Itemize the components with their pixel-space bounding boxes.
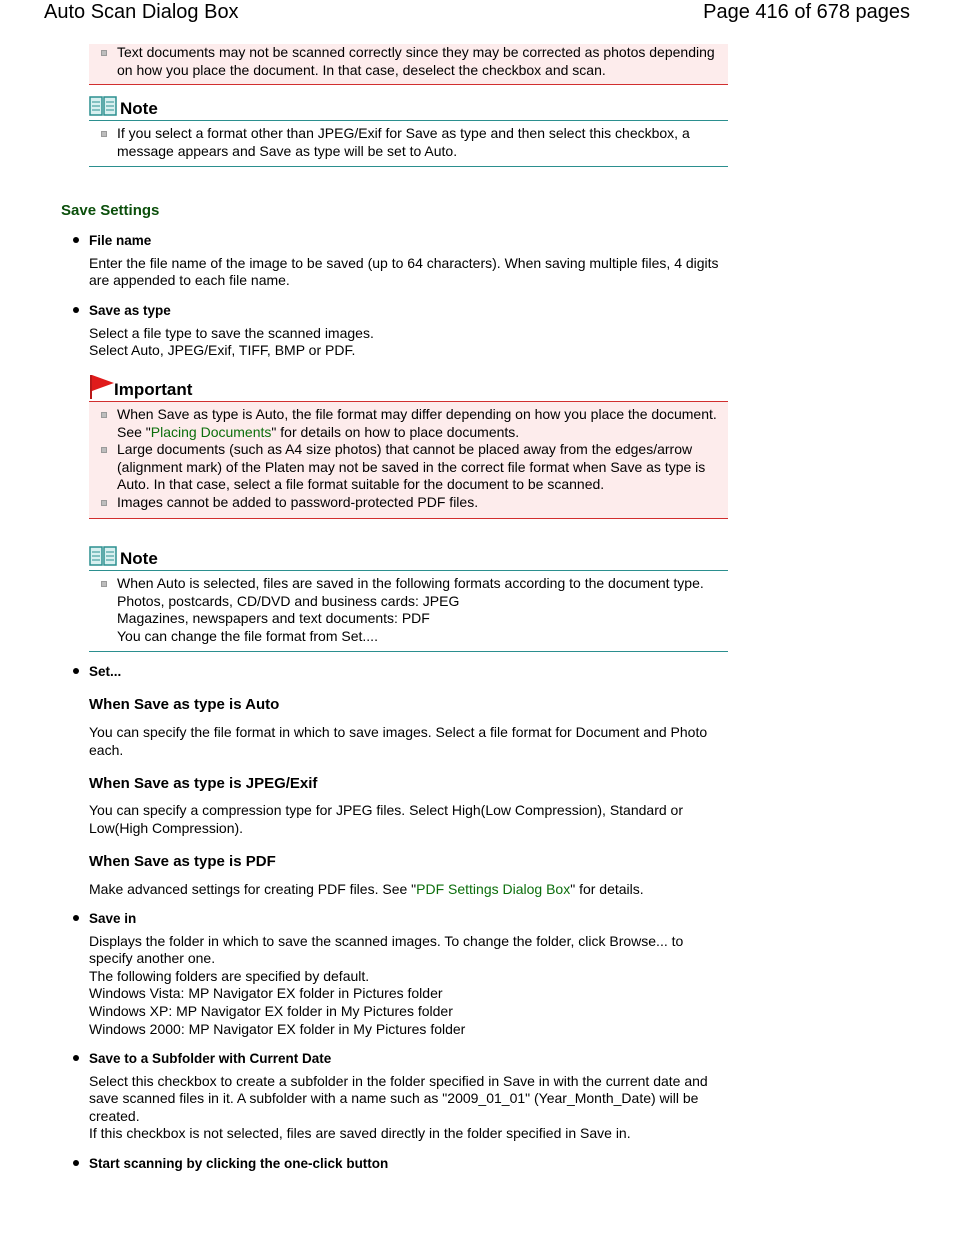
subheading-jpeg: When Save as type is JPEG/Exif (89, 775, 318, 792)
section-heading: Save Settings (61, 202, 160, 219)
setting-subfolder (89, 1050, 725, 1143)
setting-description: The following folders are specified by default. (89, 967, 370, 984)
note-title: Note (120, 99, 158, 118)
subheading-pdf: When Save as type is PDF (89, 853, 276, 870)
book-icon (89, 96, 117, 118)
important-header (89, 374, 728, 402)
setting-title: Save in (89, 910, 725, 928)
setting-description: Displays the folder in which to save the scanned images. To change the folder, click Browse... to specify another one. (89, 932, 684, 967)
important-box (89, 374, 728, 519)
important-title: Important (114, 380, 193, 399)
setting-description: Select this checkbox to create a subfolder in the folder specified in Save in with the current date and save scanned files in it. A subfolder with a name such as "2009_01_01" (Year_Month_Date) will be created. (89, 1072, 708, 1124)
setting-description: Enter the file name of the image to be saved (up to 64 characters). When saving multiple files, 4 digits are appended to each file name. (89, 254, 719, 289)
setting-title: Save to a Subfolder with Current Date (89, 1050, 725, 1068)
important-box-continued (89, 44, 728, 85)
setting-title: File name (89, 232, 725, 250)
setting-description: Select Auto, JPEG/Exif, TIFF, BMP or PDF. (89, 342, 356, 359)
placing-documents-link[interactable]: Placing Documents (150, 423, 272, 440)
list-item: When Save as type is Auto, the file format may differ depending on how you place the document. See "Placing Documents" for details on how to place documents. (89, 406, 728, 441)
setting-save-in (89, 910, 725, 1038)
list-item: If you select a format other than JPEG/Exif for Save as type and then select this checkbox, a message appears and Save as type will be set to Auto. (89, 125, 728, 160)
list-item: Large documents (such as A4 size photos) that cannot be placed away from the edges/arrow (alignment mark) of the Platen may not be saved in the correct file format when Save as type is Auto. In that case, select a file format suitable for the document to be scanned. (89, 441, 728, 494)
list-item: When Auto is selected, files are saved in the following formats according to the document type. Photos, postcards, CD/DVD and business cards: JPEG Magazines, newspapers and text documents: PDF You can change the file format from Set.... (89, 575, 728, 645)
setting-set (89, 663, 725, 681)
setting-description: Windows 2000: MP Navigator EX folder in My Pictures folder (89, 1020, 466, 1037)
setting-description: Windows XP: MP Navigator EX folder in My Pictures folder (89, 1002, 453, 1019)
red-flag-icon (89, 374, 115, 400)
paragraph: You can specify the file format in which to save images. Select a file format for Document and Photo each. (89, 724, 708, 758)
book-icon (89, 546, 117, 568)
paragraph: Make advanced settings for creating PDF files. See "PDF Settings Dialog Box" for details. (89, 881, 644, 897)
paragraph: You can specify a compression type for JPEG files. Select High(Low Compression), Standard or Low(High Compression). (89, 802, 683, 836)
setting-title: Start scanning by clicking the one-click button (89, 1155, 725, 1173)
subheading-auto: When Save as type is Auto (89, 696, 280, 713)
note-box (89, 94, 728, 167)
setting-title: Save as type (89, 302, 725, 320)
note-box (89, 544, 728, 652)
list-item: Images cannot be added to password-protected PDF files. (89, 494, 728, 512)
setting-description: Windows Vista: MP Navigator EX folder in Pictures folder (89, 985, 443, 1002)
page-number: Page 416 of 678 pages (703, 1, 910, 23)
note-header (89, 544, 728, 571)
note-header (89, 94, 728, 121)
setting-title: Set... (89, 663, 725, 681)
page-title: Auto Scan Dialog Box (44, 1, 239, 23)
pdf-settings-link[interactable]: PDF Settings Dialog Box (416, 881, 571, 897)
list-item: Text documents may not be scanned correctly since they may be corrected as photos depending on how you place the document. In that case, deselect the checkbox and scan. (89, 44, 728, 79)
setting-description: If this checkbox is not selected, files are saved directly in the folder specified in Save in. (89, 1125, 631, 1142)
setting-one-click (89, 1155, 725, 1173)
setting-description: Select a file type to save the scanned images. (89, 324, 374, 341)
setting-file-name (89, 232, 725, 290)
setting-save-as-type (89, 302, 725, 360)
note-title: Note (120, 549, 158, 568)
